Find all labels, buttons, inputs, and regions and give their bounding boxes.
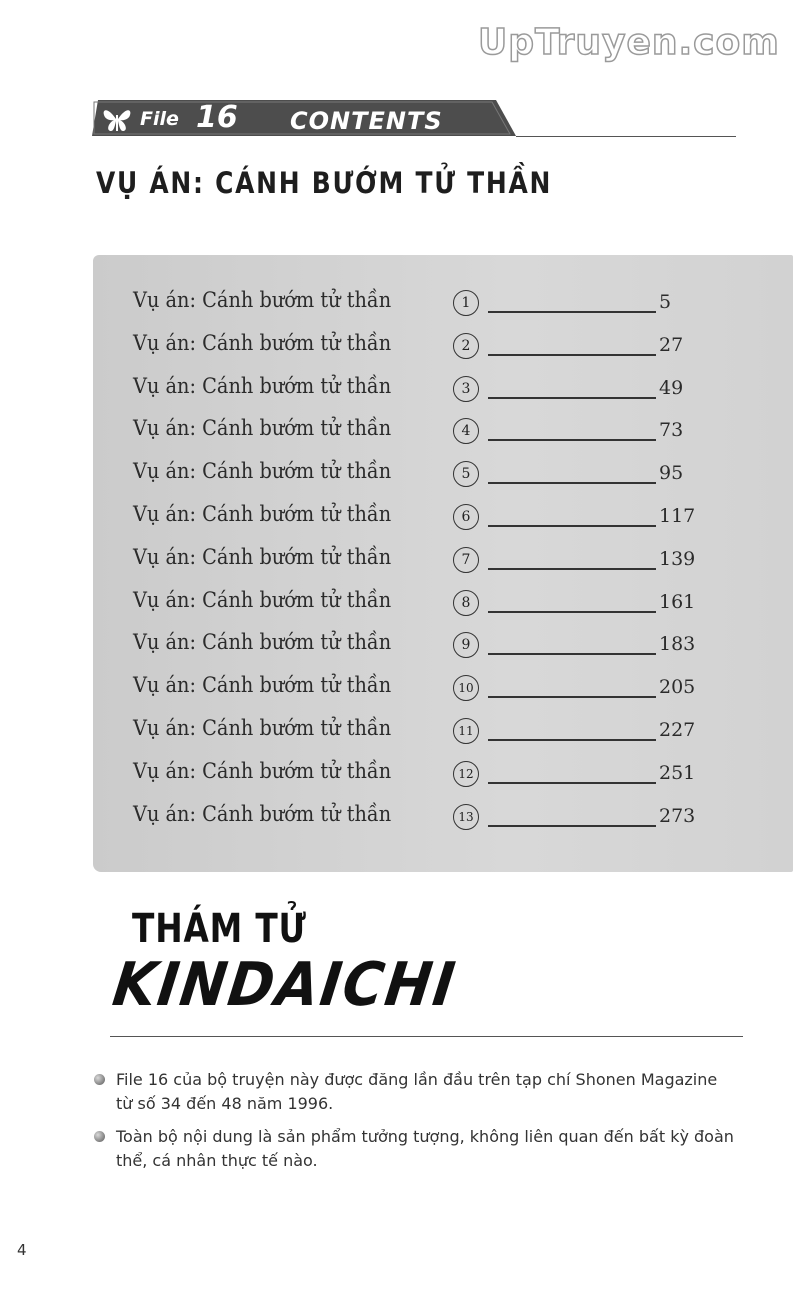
toc-page-number: 227	[659, 719, 696, 741]
toc-row	[133, 329, 753, 365]
toc-row	[133, 671, 753, 707]
banner-underline	[516, 136, 736, 137]
toc-page-number: 27	[659, 334, 684, 356]
toc-row	[133, 543, 753, 579]
toc-page-number: 273	[659, 805, 696, 827]
toc-leader-line	[488, 611, 656, 613]
toc-chapter-title: Vụ án: Cánh bướm tử thần	[133, 374, 392, 398]
toc-chapter-number: 5	[453, 461, 479, 487]
toc-page-number: 161	[659, 591, 696, 613]
toc-row	[133, 586, 753, 622]
toc-leader-line	[488, 525, 656, 527]
toc-leader-line	[488, 311, 656, 313]
bullet-icon	[94, 1131, 105, 1142]
toc-row	[133, 628, 753, 664]
toc-chapter-number: 7	[453, 547, 479, 573]
toc-chapter-title: Vụ án: Cánh bướm tử thần	[133, 588, 392, 612]
toc-row	[133, 372, 753, 408]
note-item	[116, 1068, 736, 1116]
toc-leader-line	[488, 782, 656, 784]
toc-page-number: 205	[659, 676, 696, 698]
page-number: 4	[17, 1241, 27, 1259]
toc-row	[133, 414, 753, 450]
logo-title-line2: KINDAICHI	[108, 950, 461, 1020]
case-title: VỤ ÁN: CÁNH BƯỚM TỬ THẦN	[96, 166, 553, 200]
toc-chapter-number: 13	[453, 804, 479, 830]
watermark: UpTruyen.com	[478, 22, 780, 63]
note-text: File 16 của bộ truyện này được đăng lần đầu trên tạp chí Shonen Magazine từ số 34 đến 48 năm 1996.	[116, 1070, 718, 1113]
toc-row	[133, 757, 753, 793]
toc-leader-line	[488, 439, 656, 441]
toc-page-number: 5	[659, 291, 672, 313]
toc-chapter-title: Vụ án: Cánh bướm tử thần	[133, 630, 392, 654]
toc-chapter-number: 4	[453, 418, 479, 444]
toc-page-number: 117	[659, 505, 696, 527]
bullet-icon	[94, 1074, 105, 1085]
toc-row	[133, 500, 753, 536]
logo-title-line1: THÁM TỬ	[132, 906, 307, 952]
toc-page-number: 251	[659, 762, 696, 784]
note-item	[116, 1125, 736, 1173]
toc-leader-line	[488, 825, 656, 827]
toc-row	[133, 714, 753, 750]
toc-chapter-number: 3	[453, 376, 479, 402]
contents-label: CONTENTS	[290, 107, 443, 135]
toc-leader-line	[488, 354, 656, 356]
toc-chapter-number: 10	[453, 675, 479, 701]
toc-row	[133, 457, 753, 493]
toc-chapter-title: Vụ án: Cánh bướm tử thần	[133, 802, 392, 826]
toc-chapter-title: Vụ án: Cánh bướm tử thần	[133, 759, 392, 783]
toc-leader-line	[488, 568, 656, 570]
toc-leader-line	[488, 739, 656, 741]
divider	[110, 1036, 743, 1037]
toc-chapter-title: Vụ án: Cánh bướm tử thần	[133, 502, 392, 526]
toc-page-number: 183	[659, 633, 696, 655]
toc-page-number: 73	[659, 419, 684, 441]
file-label: File	[140, 108, 179, 130]
toc-chapter-title: Vụ án: Cánh bướm tử thần	[133, 716, 392, 740]
toc-chapter-title: Vụ án: Cánh bướm tử thần	[133, 673, 392, 697]
toc-chapter-number: 6	[453, 504, 479, 530]
toc-chapter-number: 8	[453, 590, 479, 616]
toc-chapter-number: 1	[453, 290, 479, 316]
toc-chapter-number: 9	[453, 632, 479, 658]
toc-chapter-title: Vụ án: Cánh bướm tử thần	[133, 416, 392, 440]
toc-row	[133, 286, 753, 322]
toc-page-number: 139	[659, 548, 696, 570]
toc-leader-line	[488, 696, 656, 698]
toc-row	[133, 800, 753, 836]
toc-page-number: 95	[659, 462, 684, 484]
toc-chapter-title: Vụ án: Cánh bướm tử thần	[133, 545, 392, 569]
toc-chapter-number: 2	[453, 333, 479, 359]
toc-chapter-title: Vụ án: Cánh bướm tử thần	[133, 331, 392, 355]
contents-banner	[92, 100, 516, 138]
toc-leader-line	[488, 482, 656, 484]
toc-chapter-number: 12	[453, 761, 479, 787]
toc-page-number: 49	[659, 377, 684, 399]
toc-chapter-number: 11	[453, 718, 479, 744]
toc-leader-line	[488, 397, 656, 399]
note-text: Toàn bộ nội dung là sản phẩm tưởng tượng, không liên quan đến bất kỳ đoàn thể, cá nhân thực tế nào.	[116, 1127, 734, 1170]
toc-chapter-title: Vụ án: Cánh bướm tử thần	[133, 288, 392, 312]
toc-chapter-title: Vụ án: Cánh bướm tử thần	[133, 459, 392, 483]
file-number: 16	[196, 100, 238, 135]
toc-leader-line	[488, 653, 656, 655]
